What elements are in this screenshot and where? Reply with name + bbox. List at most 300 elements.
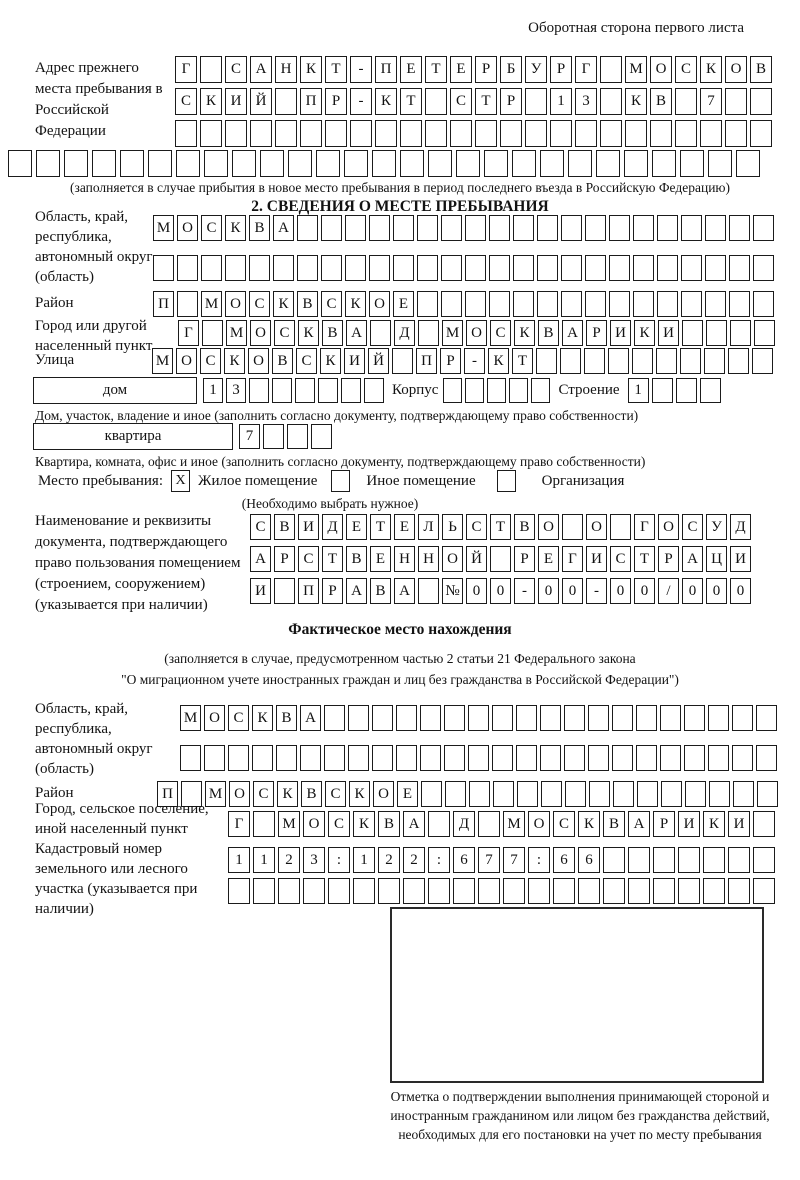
- char-cell: Р: [500, 88, 522, 115]
- char-cell: Ь: [442, 514, 463, 540]
- char-cell: [675, 120, 697, 147]
- char-cell: [600, 120, 622, 147]
- char-cell: 1: [253, 847, 275, 873]
- prev-address-note: (заполняется в случае прибытия в новое место пребывания в период последнего въезда в Российскую Федерацию): [69, 180, 731, 195]
- char-cell: Р: [322, 578, 343, 604]
- korpus-label: Корпус: [392, 382, 439, 398]
- char-cell: [736, 150, 760, 177]
- char-cell: П: [416, 348, 437, 374]
- char-cell: №: [442, 578, 463, 604]
- char-cell: О: [373, 781, 394, 807]
- prev-address-row-1: [175, 56, 772, 83]
- char-cell: [612, 705, 633, 731]
- char-cell: [657, 291, 678, 317]
- char-cell: [393, 215, 414, 241]
- char-cell: [478, 878, 500, 904]
- char-cell: [453, 878, 475, 904]
- char-cell: [350, 120, 372, 147]
- char-cell: А: [682, 546, 703, 572]
- char-cell: [628, 878, 650, 904]
- char-cell: С: [175, 88, 197, 115]
- char-cell: [676, 378, 697, 403]
- char-cell: [725, 88, 747, 115]
- char-cell: [675, 88, 697, 115]
- korpus-cells: [443, 378, 550, 403]
- char-cell: 6: [553, 847, 575, 873]
- char-cell: 1: [353, 847, 375, 873]
- char-cell: [456, 150, 480, 177]
- char-cell: [575, 120, 597, 147]
- char-cell: 7: [478, 847, 500, 873]
- char-cell: [478, 811, 500, 837]
- char-cell: В: [650, 88, 672, 115]
- char-cell: :: [328, 847, 350, 873]
- char-cell: [753, 255, 774, 281]
- char-cell: [487, 378, 506, 403]
- char-cell: В: [346, 546, 367, 572]
- char-cell: [396, 745, 417, 771]
- char-cell: [650, 120, 672, 147]
- char-cell: О: [725, 56, 747, 83]
- char-cell: [8, 150, 32, 177]
- char-cell: [757, 781, 778, 807]
- char-cell: О: [204, 705, 225, 731]
- char-cell: [300, 745, 321, 771]
- char-cell: [528, 878, 550, 904]
- char-cell: [275, 88, 297, 115]
- char-cell: [540, 150, 564, 177]
- char-cell: [585, 255, 606, 281]
- char-cell: П: [298, 578, 319, 604]
- char-cell: Е: [393, 291, 414, 317]
- char-cell: [372, 150, 396, 177]
- char-cell: Е: [400, 56, 422, 83]
- char-cell: [684, 745, 705, 771]
- char-cell: Р: [440, 348, 461, 374]
- char-cell: [705, 255, 726, 281]
- char-cell: [609, 255, 630, 281]
- char-cell: С: [225, 56, 247, 83]
- char-cell: [425, 88, 447, 115]
- char-cell: [537, 215, 558, 241]
- char-cell: [588, 705, 609, 731]
- char-cell: К: [252, 705, 273, 731]
- char-cell: [200, 120, 222, 147]
- house-row: [33, 377, 721, 404]
- char-cell: [400, 120, 422, 147]
- char-cell: [550, 120, 572, 147]
- char-cell: 0: [730, 578, 751, 604]
- char-cell: 0: [562, 578, 583, 604]
- apartment-cells: [239, 424, 332, 449]
- char-cell: С: [201, 215, 222, 241]
- char-cell: К: [320, 348, 341, 374]
- char-cell: Д: [453, 811, 475, 837]
- char-cell: М: [442, 320, 463, 346]
- char-cell: [624, 150, 648, 177]
- char-cell: [610, 514, 631, 540]
- char-cell: [418, 320, 439, 346]
- char-cell: [274, 578, 295, 604]
- char-cell: О: [466, 320, 487, 346]
- char-cell: [372, 705, 393, 731]
- char-cell: В: [322, 320, 343, 346]
- char-cell: [492, 745, 513, 771]
- char-cell: [475, 120, 497, 147]
- char-cell: В: [514, 514, 535, 540]
- cadastre-grid: [228, 847, 775, 904]
- char-cell: [444, 705, 465, 731]
- char-cell: [92, 150, 116, 177]
- char-cell: [372, 745, 393, 771]
- char-cell: [324, 705, 345, 731]
- char-cell: [600, 88, 622, 115]
- char-cell: Р: [325, 88, 347, 115]
- char-cell: К: [277, 781, 298, 807]
- char-cell: Г: [175, 56, 197, 83]
- char-cell: О: [250, 320, 271, 346]
- char-cell: [225, 255, 246, 281]
- char-cell: [653, 878, 675, 904]
- char-cell: [537, 255, 558, 281]
- char-cell: К: [353, 811, 375, 837]
- stay-type-row: [38, 470, 624, 492]
- char-cell: [531, 378, 550, 403]
- char-cell: Н: [275, 56, 297, 83]
- char-cell: -: [350, 56, 372, 83]
- char-cell: У: [706, 514, 727, 540]
- char-cell: С: [200, 348, 221, 374]
- char-cell: [729, 291, 750, 317]
- char-cell: К: [273, 291, 294, 317]
- char-cell: И: [730, 546, 751, 572]
- document-label: Наименование и реквизиты документа, подтверждающего право пользования помещением (строением, сооружением) (указывается при наличии): [35, 513, 241, 613]
- cadastre-row-2: [228, 878, 775, 904]
- char-cell: О: [528, 811, 550, 837]
- char-cell: М: [226, 320, 247, 346]
- char-cell: С: [682, 514, 703, 540]
- char-cell: И: [250, 578, 271, 604]
- char-cell: [400, 150, 424, 177]
- char-cell: С: [450, 88, 472, 115]
- char-cell: К: [298, 320, 319, 346]
- char-cell: [148, 150, 172, 177]
- char-cell: Ц: [706, 546, 727, 572]
- char-cell: С: [298, 546, 319, 572]
- char-cell: [468, 705, 489, 731]
- char-cell: Р: [658, 546, 679, 572]
- char-cell: [561, 255, 582, 281]
- district-row: [153, 291, 774, 317]
- char-cell: [681, 215, 702, 241]
- char-cell: К: [578, 811, 600, 837]
- char-cell: [661, 781, 682, 807]
- char-cell: :: [428, 847, 450, 873]
- char-cell: [348, 705, 369, 731]
- char-cell: Т: [400, 88, 422, 115]
- char-cell: [637, 781, 658, 807]
- actual-district-row: [157, 781, 778, 807]
- char-cell: [684, 705, 705, 731]
- char-cell: -: [514, 578, 535, 604]
- char-cell: Г: [178, 320, 199, 346]
- char-cell: [728, 878, 750, 904]
- char-cell: Е: [394, 514, 415, 540]
- char-cell: О: [177, 215, 198, 241]
- char-cell: [421, 781, 442, 807]
- char-cell: [176, 150, 200, 177]
- char-cell: М: [153, 215, 174, 241]
- char-cell: [345, 255, 366, 281]
- prev-address-overflow-row: [8, 150, 760, 177]
- char-cell: Д: [322, 514, 343, 540]
- char-cell: 1: [628, 378, 649, 403]
- char-cell: [450, 120, 472, 147]
- char-cell: [375, 120, 397, 147]
- char-cell: М: [503, 811, 525, 837]
- char-cell: А: [250, 56, 272, 83]
- char-cell: [120, 150, 144, 177]
- char-cell: [417, 255, 438, 281]
- actual-district-label: Район: [35, 785, 74, 801]
- region-label: Область, край, республика, автономный округ (область): [35, 209, 153, 285]
- char-cell: 3: [303, 847, 325, 873]
- char-cell: [732, 705, 753, 731]
- char-cell: [153, 255, 174, 281]
- char-cell: [328, 878, 350, 904]
- char-cell: [420, 705, 441, 731]
- section2-title: 2. СВЕДЕНИЯ О МЕСТЕ ПРЕБЫВАНИЯ: [251, 198, 549, 215]
- char-cell: [297, 215, 318, 241]
- char-cell: Й: [368, 348, 389, 374]
- char-cell: [585, 215, 606, 241]
- prev-address-row-2: [175, 88, 772, 115]
- stay-note: (Необходимо выбрать нужное): [241, 496, 419, 511]
- char-cell: [681, 255, 702, 281]
- char-cell: [420, 745, 441, 771]
- char-cell: [344, 150, 368, 177]
- document-grid: [250, 514, 751, 604]
- char-cell: [513, 215, 534, 241]
- char-cell: И: [728, 811, 750, 837]
- confirmation-stamp-box: [390, 907, 764, 1083]
- char-cell: [297, 255, 318, 281]
- char-cell: О: [658, 514, 679, 540]
- char-cell: [754, 320, 775, 346]
- char-cell: О: [650, 56, 672, 83]
- char-cell: 0: [466, 578, 487, 604]
- char-cell: С: [610, 546, 631, 572]
- document-row-1: [250, 514, 751, 540]
- char-cell: [417, 215, 438, 241]
- char-cell: [260, 150, 284, 177]
- prev-address-grid: [175, 56, 772, 147]
- char-cell: [705, 215, 726, 241]
- char-cell: Р: [274, 546, 295, 572]
- char-cell: [540, 705, 561, 731]
- char-cell: Т: [370, 514, 391, 540]
- char-cell: [465, 215, 486, 241]
- char-cell: 3: [575, 88, 597, 115]
- char-cell: М: [205, 781, 226, 807]
- char-cell: [353, 878, 375, 904]
- char-cell: 7: [700, 88, 722, 115]
- house-caption: Дом, участок, владение и иное (заполнить согласно документу, подтверждающему право собственности): [35, 408, 639, 423]
- char-cell: [364, 378, 384, 403]
- char-cell: [657, 215, 678, 241]
- char-cell: [600, 56, 622, 83]
- char-cell: [403, 878, 425, 904]
- prev-address-row-3: [175, 120, 772, 147]
- char-cell: [700, 120, 722, 147]
- char-cell: [560, 348, 581, 374]
- char-cell: К: [634, 320, 655, 346]
- char-cell: [64, 150, 88, 177]
- char-cell: [756, 705, 777, 731]
- char-cell: О: [538, 514, 559, 540]
- char-cell: [562, 514, 583, 540]
- char-cell: [492, 705, 513, 731]
- char-cell: О: [229, 781, 250, 807]
- char-cell: С: [325, 781, 346, 807]
- char-cell: [275, 120, 297, 147]
- char-cell: Т: [322, 546, 343, 572]
- char-cell: М: [278, 811, 300, 837]
- char-cell: [500, 120, 522, 147]
- char-cell: А: [346, 320, 367, 346]
- char-cell: [225, 120, 247, 147]
- char-cell: [417, 291, 438, 317]
- char-cell: [513, 255, 534, 281]
- char-cell: С: [490, 320, 511, 346]
- char-cell: И: [610, 320, 631, 346]
- char-cell: [445, 781, 466, 807]
- char-cell: 2: [403, 847, 425, 873]
- char-cell: [680, 150, 704, 177]
- char-cell: [561, 291, 582, 317]
- char-cell: Е: [450, 56, 472, 83]
- char-cell: К: [349, 781, 370, 807]
- char-cell: [628, 847, 650, 873]
- char-cell: [232, 150, 256, 177]
- char-cell: [490, 546, 511, 572]
- char-cell: [503, 878, 525, 904]
- char-cell: В: [274, 514, 295, 540]
- char-cell: Р: [653, 811, 675, 837]
- char-cell: [680, 348, 701, 374]
- char-cell: [625, 120, 647, 147]
- char-cell: [756, 745, 777, 771]
- char-cell: Е: [397, 781, 418, 807]
- char-cell: :: [528, 847, 550, 873]
- char-cell: А: [394, 578, 415, 604]
- char-cell: 3: [226, 378, 246, 403]
- house-cells: [203, 378, 384, 403]
- char-cell: П: [157, 781, 178, 807]
- char-cell: [465, 291, 486, 317]
- char-cell: [177, 291, 198, 317]
- char-cell: И: [586, 546, 607, 572]
- char-cell: 6: [453, 847, 475, 873]
- apartment-box-label: квартира: [33, 423, 233, 450]
- char-cell: [325, 120, 347, 147]
- char-cell: К: [345, 291, 366, 317]
- char-cell: 0: [538, 578, 559, 604]
- char-cell: [708, 150, 732, 177]
- char-cell: О: [442, 546, 463, 572]
- char-cell: [703, 878, 725, 904]
- char-cell: [725, 120, 747, 147]
- char-cell: [428, 150, 452, 177]
- char-cell: [484, 150, 508, 177]
- char-cell: [728, 348, 749, 374]
- char-cell: [706, 320, 727, 346]
- char-cell: С: [328, 811, 350, 837]
- char-cell: [704, 348, 725, 374]
- char-cell: [249, 378, 269, 403]
- char-cell: А: [562, 320, 583, 346]
- char-cell: В: [378, 811, 400, 837]
- stay-option-other-label: Иное помещение: [366, 472, 476, 489]
- char-cell: [589, 781, 610, 807]
- char-cell: [636, 705, 657, 731]
- char-cell: [700, 378, 721, 403]
- char-cell: Г: [575, 56, 597, 83]
- char-cell: [180, 745, 201, 771]
- char-cell: [489, 291, 510, 317]
- char-cell: [536, 348, 557, 374]
- char-cell: [753, 878, 775, 904]
- char-cell: [428, 878, 450, 904]
- char-cell: [321, 215, 342, 241]
- char-cell: Д: [730, 514, 751, 540]
- char-cell: С: [675, 56, 697, 83]
- char-cell: [228, 878, 250, 904]
- char-cell: [516, 745, 537, 771]
- char-cell: К: [224, 348, 245, 374]
- char-cell: [657, 255, 678, 281]
- char-cell: Р: [586, 320, 607, 346]
- char-cell: А: [300, 705, 321, 731]
- char-cell: [652, 378, 673, 403]
- char-cell: [588, 745, 609, 771]
- cadastre-row-1: [228, 847, 775, 873]
- char-cell: Т: [512, 348, 533, 374]
- char-cell: [561, 215, 582, 241]
- document-row-2: [250, 546, 751, 572]
- char-cell: [512, 150, 536, 177]
- char-cell: Р: [514, 546, 535, 572]
- char-cell: А: [628, 811, 650, 837]
- char-cell: [753, 291, 774, 317]
- char-cell: /: [658, 578, 679, 604]
- char-cell: [378, 878, 400, 904]
- char-cell: И: [658, 320, 679, 346]
- char-cell: -: [464, 348, 485, 374]
- char-cell: [345, 215, 366, 241]
- char-cell: [609, 215, 630, 241]
- corner-note: Оборотная сторона первого листа: [528, 20, 744, 36]
- char-cell: Г: [228, 811, 250, 837]
- city-row: [178, 320, 775, 346]
- char-cell: [708, 745, 729, 771]
- char-cell: [565, 781, 586, 807]
- char-cell: [541, 781, 562, 807]
- char-cell: С: [253, 781, 274, 807]
- street-row: [152, 348, 773, 374]
- document-row-3: [250, 578, 751, 604]
- char-cell: [263, 424, 284, 449]
